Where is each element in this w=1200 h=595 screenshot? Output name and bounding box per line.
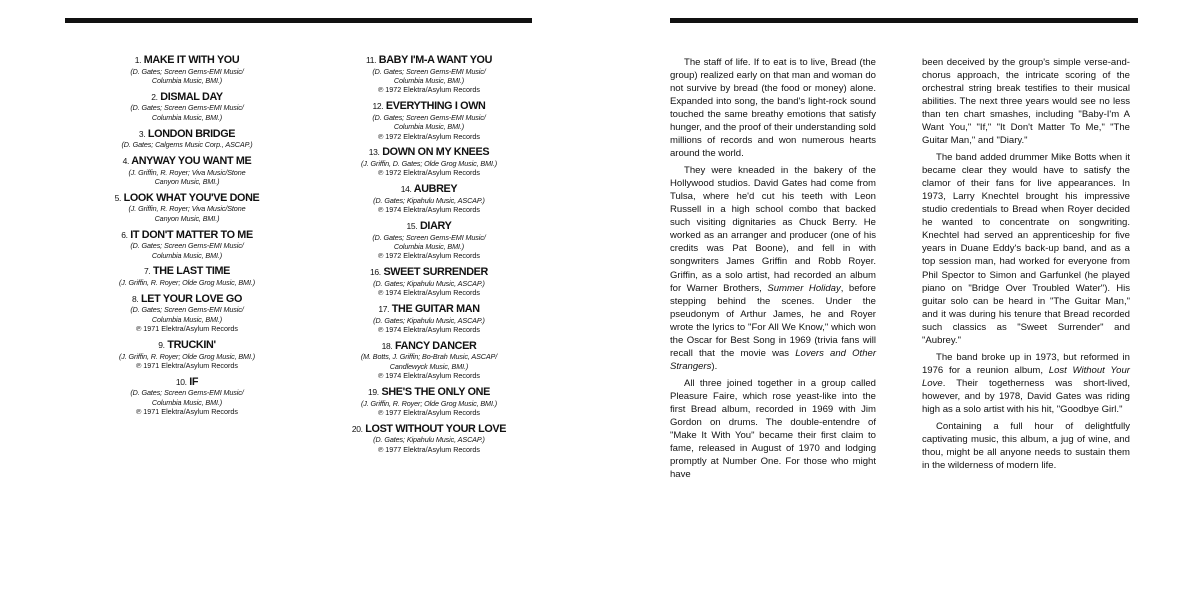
track-number: 20. (351, 423, 363, 434)
track-credit: (J. Griffin, R. Royer; Olde Grog Music, BMI.) (360, 398, 498, 408)
track-title (326, 340, 532, 353)
track-credit: (M. Botts, J. Griffin; Bo-Brah Music, ASCAP/ (360, 352, 498, 362)
track-title (326, 220, 532, 233)
track-entry (326, 386, 532, 417)
track-label: ℗ 1972 Elektra/Asylum Records (378, 85, 480, 95)
track-entry (326, 303, 532, 334)
essay-paragraph-5 (922, 351, 1130, 416)
track-entry (72, 54, 302, 85)
track-label: ℗ 1971 Elektra/Asylum Records (136, 324, 238, 334)
track-label: ℗ 1971 Elektra/Asylum Records (136, 407, 238, 417)
essay-paragraph-1: The staff of life. If to eat is to live, Bread (the group) realized early on that man and woman do not survive by bread (the food or money) alone. Expanded into song, the band's light-rock sound touched the same breathy emotions that satisfy hunger, and the proof of their understanding sold millions of records and won numerous hearts around the world. (670, 57, 876, 160)
track-entry (72, 376, 302, 417)
track-entry (72, 339, 302, 370)
track-credit: (D. Gates; Screen Gems-EMI Music/ (130, 66, 244, 76)
track-entry (326, 100, 532, 141)
track-title (72, 54, 302, 67)
essay-paragraph-3: All three joined together in a group called Pleasure Faire, which rose yeast-like into the first Bread album, recorded in 1969 with Jim Gordon on drums. The double-entendre of "Make It With You" became their first claim to fame, released in August of 1970 and lodging promptly at Number One. For those who might have (670, 377, 876, 480)
track-credit: (J. Griffin, R. Royer; Viva Music/Stone (128, 204, 246, 214)
track-entry (326, 146, 532, 177)
track-label: ℗ 1971 Elektra/Asylum Records (136, 361, 238, 370)
essay-paragraph-2 (670, 164, 876, 373)
essay-text: . Their togetherness was short-lived, however, and by 1978, David Gates was riding high as a solo artist with his hit, "Goodbye Girl." (922, 377, 1130, 415)
top-rule-right (670, 18, 1138, 23)
track-name: THE LAST TIME (153, 265, 231, 278)
track-name: AUBREY (413, 183, 458, 196)
track-name: BABY I'M-A WANT YOU (378, 54, 493, 66)
track-entry (326, 340, 532, 381)
track-title (326, 100, 532, 113)
track-credit: (D. Gates; Screen Gems-EMI Music/ (130, 388, 244, 398)
track-number: 14. (400, 184, 412, 195)
track-title (326, 423, 532, 436)
track-name: LONDON BRIDGE (147, 127, 236, 140)
track-number: 18. (381, 340, 393, 351)
track-name: DISMAL DAY (160, 90, 223, 103)
track-number: 19. (368, 387, 379, 398)
track-list-right (326, 54, 532, 460)
track-entry (72, 229, 302, 260)
essay-paragraph-6: Containing a full hour of delightfully captivating music, this album, a jug of wine, and thou, might be all anyone needs to sustain them in the wilderness of modern life. (922, 420, 1130, 471)
track-name: IF (189, 375, 199, 388)
track-label: ℗ 1974 Elektra/Asylum Records (378, 325, 480, 334)
track-name: ANYWAY YOU WANT ME (131, 155, 252, 168)
track-credit: (J. Griffin, R. Royer; Olde Grog Music, BMI.) (118, 277, 256, 287)
track-title (72, 192, 302, 205)
track-title (326, 54, 532, 67)
track-name: MAKE IT WITH YOU (143, 54, 240, 66)
track-name: EVERYTHING I OWN (385, 100, 486, 113)
top-rule-left (65, 18, 532, 23)
track-number: 15. (406, 221, 418, 232)
essay-column-2 (922, 56, 1130, 472)
track-title (72, 155, 302, 168)
track-credit: (D. Gates; Screen Gems-EMI Music/ (372, 112, 486, 122)
track-number: 8. (131, 293, 139, 304)
track-credit: Candlewyck Music, BMI.) (389, 361, 469, 371)
track-credit: (D. Gates; Calgems Music Corp., ASCAP.) (121, 140, 253, 150)
track-number: 5. (114, 192, 121, 203)
track-credit: Columbia Music, BMI.) (151, 112, 223, 122)
track-entry (72, 91, 302, 122)
track-credit: (D. Gates; Screen Gems-EMI Music/ (372, 232, 486, 242)
track-number: 11. (365, 55, 377, 65)
track-entry (326, 423, 532, 454)
track-name: FANCY DANCER (395, 339, 477, 352)
track-name: SWEET SURRENDER (383, 266, 488, 279)
track-entry (326, 183, 532, 214)
track-number: 10. (175, 376, 187, 387)
track-label: ℗ 1977 Elektra/Asylum Records (378, 408, 480, 418)
track-label: ℗ 1974 Elektra/Asylum Records (378, 205, 480, 215)
track-label: ℗ 1972 Elektra/Asylum Records (378, 251, 480, 261)
track-entry (72, 265, 302, 287)
album-title: Lost Without Your Love (922, 364, 1130, 389)
track-title (326, 303, 532, 316)
essay-text: They were kneaded in the bakery of the Hollywood studios. David Gates had come from Tulsa, where he'd cut his teeth with Leon Russell in a high school combo that backed such visiting dignitaries as Chuck Berry. He worked as an arranger and producer (one of his credits was Pat Boone), and fell in with songwriters James Griffin and Robb Royer. Griffin, as a solo artist, had recorded an album for Warner Brothers, (670, 165, 876, 294)
track-label: ℗ 1972 Elektra/Asylum Records (378, 131, 480, 141)
track-credit: Columbia Music, BMI.) (151, 314, 223, 324)
track-number: 2. (151, 91, 158, 102)
track-name: TRUCKIN' (167, 339, 216, 352)
track-credit: (J. Griffin, R. Royer; Viva Music/Stone (128, 167, 246, 177)
track-name: THE GUITAR MAN (391, 303, 480, 316)
track-title (72, 128, 302, 141)
track-number: 6. (121, 229, 128, 240)
track-title (326, 146, 532, 159)
album-title: Summer Holiday (767, 282, 841, 294)
track-credit: Columbia Music, BMI.) (393, 122, 465, 132)
track-entry (72, 192, 302, 223)
track-title (72, 91, 302, 104)
track-label: ℗ 1972 Elektra/Asylum Records (378, 168, 480, 178)
track-title (72, 376, 302, 389)
essay-paragraph-4: The band added drummer Mike Botts when it became clear they would have to satisfy the clamor of their fans for live appearances. In 1973, Larry Knechtel brought his impressive studio credentials to Bread when Royer decided he wanted to concentrate on songwriting. Knechtel had served an apprenticeship for five years in Duane Eddy's back-up band, and as a top session man, had worked for everyone from Phil Spector to Simon and Garfunkel (he played piano on "Bridge Over Troubled Water"). His guitar solo can be heard in "The Guitar Man," and it was during his tenure that Bread recorded such classics as "Sweet Surrender" and "Aubrey." (922, 152, 1130, 346)
track-credit: (D. Gates; Screen Gems-EMI Music/ (372, 66, 486, 76)
track-entry (326, 266, 532, 297)
track-number: 7. (143, 266, 151, 277)
track-credit: Columbia Music, BMI.) (151, 250, 223, 260)
track-credit: (D. Gates; Screen Gems-EMI Music/ (130, 103, 244, 113)
track-credit: Columbia Music, BMI.) (393, 241, 465, 251)
track-credit: (D. Gates; Screen Gems-EMI Music/ (130, 305, 244, 315)
track-title (72, 293, 302, 306)
track-credit: (J. Griffin, D. Gates; Olde Grog Music, BMI.) (360, 158, 498, 168)
essay-column-1 (670, 56, 876, 481)
track-title (326, 183, 532, 196)
essay-text: The band broke up in 1973, but reformed in 1976 for a reunion album, (922, 351, 1130, 376)
track-credit: Canyon Music, BMI.) (154, 213, 220, 223)
track-title (72, 229, 302, 242)
track-name: LOST WITHOUT YOUR LOVE (365, 422, 507, 435)
track-title (72, 339, 302, 352)
track-name: DOWN ON MY KNEES (382, 146, 490, 159)
track-name: IT DON'T MATTER TO ME (130, 228, 253, 241)
track-number: 16. (370, 267, 381, 278)
track-list-left (72, 54, 302, 422)
track-number: 1. (134, 55, 142, 65)
essay-text: ). (711, 360, 718, 372)
track-title (326, 386, 532, 399)
track-credit: (D. Gates; Screen Gems-EMI Music/ (130, 241, 244, 251)
track-number: 13. (368, 147, 380, 158)
track-credit: (D. Gates; Kipahulu Music, ASCAP.) (373, 195, 485, 205)
track-title (326, 266, 532, 279)
track-name: SHE'S THE ONLY ONE (381, 386, 490, 399)
track-number: 4. (122, 156, 130, 167)
track-label: ℗ 1977 Elektra/Asylum Records (378, 444, 480, 454)
essay-paragraph-3-continued: been deceived by the group's simple verse-and-chorus approach, the intricate scoring of the orchestral string break testifies to their musical abilities. The next three years would see no less than ten chart smashes, including "Baby-I'm A Want You," "If," "It Don't Matter To Me," "The Guitar Man," and "Diary." (922, 57, 1130, 147)
track-credit: Canyon Music, BMI.) (154, 176, 220, 186)
track-entry (326, 220, 532, 261)
track-entry (72, 128, 302, 150)
track-entry (326, 54, 532, 95)
track-number: 9. (158, 340, 165, 351)
track-label: ℗ 1974 Elektra/Asylum Records (378, 288, 480, 298)
track-name: DIARY (419, 220, 452, 233)
track-credit: (D. Gates; Kipahulu Music, ASCAP.) (373, 315, 485, 325)
track-credit: (J. Griffin, R. Royer; Olde Grog Music, BMI.) (118, 351, 256, 361)
track-number: 12. (372, 101, 384, 112)
track-credit: Columbia Music, BMI.) (151, 397, 223, 407)
track-number: 3. (138, 128, 146, 139)
track-entry (72, 155, 302, 186)
movie-title: Lovers and Other Strangers (670, 347, 877, 372)
track-title (72, 265, 302, 278)
track-credit: Columbia Music, BMI.) (393, 75, 465, 85)
track-credit: (D. Gates; Kipahulu Music, ASCAP.) (373, 278, 485, 288)
track-credit: Columbia Music, BMI.) (151, 75, 223, 85)
track-credit: (D. Gates; Kipahulu Music, ASCAP.) (373, 435, 485, 445)
essay-text: , before stepping behind the scenes. Under the pseudonym of Arthur James, he and Royer wrote the lyrics to "For All We Know," which won the Oscar for Best Song in 1969 (trivia fans will recall that the movie was (670, 282, 876, 359)
track-label: ℗ 1974 Elektra/Asylum Records (378, 371, 480, 381)
track-number: 17. (378, 304, 390, 315)
track-entry (72, 293, 302, 334)
track-name: LET YOUR LOVE GO (141, 292, 243, 305)
track-name: LOOK WHAT YOU'VE DONE (123, 191, 260, 204)
